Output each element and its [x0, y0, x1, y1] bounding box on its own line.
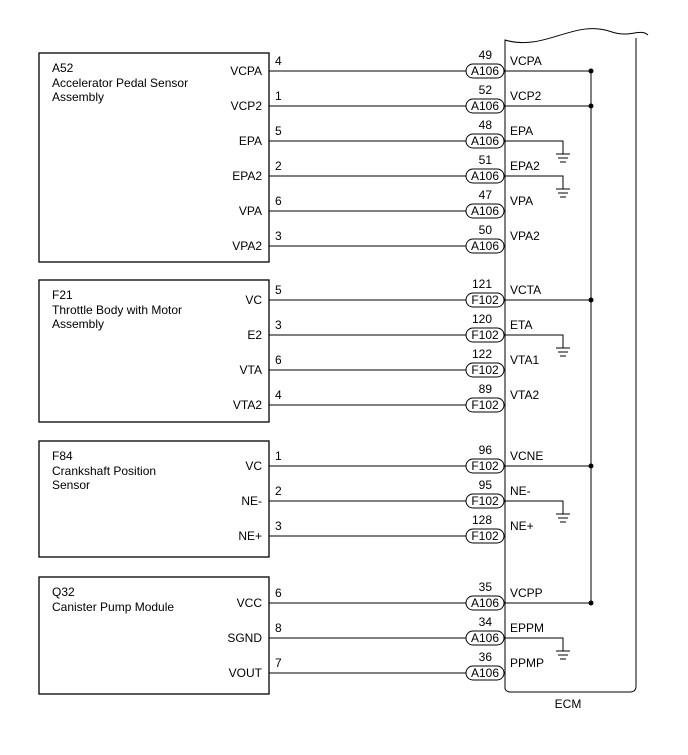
junction-dot — [589, 298, 594, 303]
component-pin-label: VC — [245, 459, 262, 473]
component-pin-label: VCP2 — [230, 99, 262, 113]
ecm-terminal-label: EPPM — [510, 621, 545, 635]
component-pin-number: 2 — [275, 484, 282, 498]
connector-code: F102 — [471, 363, 499, 377]
ecm-pin-number: 48 — [478, 118, 492, 132]
component-pin-number: 3 — [275, 318, 282, 332]
connector-code: F102 — [471, 494, 499, 508]
ecm-terminal-label: NE- — [510, 484, 531, 498]
component-pin-label: VPA — [238, 204, 262, 218]
connector-code: F102 — [471, 398, 499, 412]
component-pin-label: NE+ — [238, 529, 262, 543]
connector-code: A106 — [470, 666, 500, 680]
component-pin-number: 3 — [275, 519, 282, 533]
connector-code: A106 — [470, 169, 500, 183]
component-pin-number: 6 — [275, 586, 282, 600]
connector-code: F102 — [471, 459, 499, 473]
connector-code: A106 — [470, 204, 500, 218]
ground-wire — [504, 501, 563, 514]
ecm-pin-number: 89 — [478, 382, 492, 396]
connector-code: A106 — [470, 631, 500, 645]
ecm-terminal-label: VCPA — [510, 54, 542, 68]
component-pin-number: 5 — [275, 124, 282, 138]
connector-code: F102 — [471, 328, 499, 342]
ground-wire — [504, 335, 563, 348]
ecm-terminal-label: ETA — [510, 318, 533, 332]
ecm-terminal-label: VCNE — [510, 449, 544, 463]
component-code: F84 — [52, 449, 73, 463]
component-pin-number: 3 — [275, 229, 282, 243]
component-pin-number: 1 — [275, 449, 282, 463]
ecm-pin-number: 52 — [478, 83, 492, 97]
ecm-terminal-label: VCTA — [510, 283, 542, 297]
component-pin-label: VPA2 — [232, 239, 262, 253]
junction-dot — [589, 69, 594, 74]
connector-code: F102 — [471, 529, 499, 543]
component-pin-label: VOUT — [228, 666, 262, 680]
component-pin-label: EPA — [238, 134, 262, 148]
ecm-terminal-label: VTA1 — [510, 353, 540, 367]
component-name: Accelerator Pedal Sensor — [52, 76, 189, 90]
component-name: Canister Pump Module — [52, 600, 175, 614]
component-pin-label: VCPA — [230, 64, 262, 78]
component-pin-number: 4 — [275, 388, 282, 402]
connector-code: F102 — [471, 293, 499, 307]
junction-dot — [589, 464, 594, 469]
junction-dot — [589, 104, 594, 109]
component-pin-number: 2 — [275, 159, 282, 173]
ground-wire — [504, 176, 563, 189]
ecm-pin-number: 47 — [478, 188, 492, 202]
component-pin-label: SGND — [227, 631, 262, 645]
ecm-label: ECM — [554, 697, 582, 711]
ecm-terminal-label: VPA2 — [510, 229, 540, 243]
component-code: Q32 — [52, 585, 75, 599]
component-pin-number: 4 — [275, 54, 282, 68]
ecm-terminal-label: PPMP — [510, 656, 545, 670]
component-pin-label: VTA2 — [232, 398, 262, 412]
ecm-terminal-label: VCP2 — [510, 89, 542, 103]
component-pin-label: VTA — [239, 363, 262, 377]
connector-code: A106 — [470, 239, 500, 253]
ecm-terminal-label: NE+ — [510, 519, 534, 533]
ecm-pin-number: 49 — [478, 48, 492, 62]
component-pin-number: 6 — [275, 194, 282, 208]
component-pin-label: E2 — [247, 328, 262, 342]
ecm-terminal-label: VPA — [510, 194, 534, 208]
ecm-pin-number: 50 — [478, 223, 492, 237]
ecm-pin-number: 122 — [471, 347, 492, 361]
component-pin-label: NE- — [241, 494, 262, 508]
ecm-pin-number: 95 — [478, 478, 492, 492]
junction-dot — [589, 601, 594, 606]
ecm-terminal-label: EPA — [510, 124, 534, 138]
component-pin-number: 7 — [275, 656, 282, 670]
connector-code: A106 — [470, 99, 500, 113]
ecm-pin-number: 121 — [471, 277, 492, 291]
component-pin-number: 5 — [275, 283, 282, 297]
component-code: A52 — [52, 61, 74, 75]
component-name: Sensor — [52, 478, 91, 492]
ecm-pin-number: 51 — [478, 153, 492, 167]
component-name: Assembly — [52, 317, 105, 331]
connector-code: A106 — [470, 64, 500, 78]
component-name: Throttle Body with Motor — [52, 303, 183, 317]
connector-code: A106 — [470, 596, 500, 610]
component-name: Assembly — [52, 90, 105, 104]
component-pin-number: 8 — [275, 621, 282, 635]
component-name: Crankshaft Position — [52, 464, 157, 478]
ground-wire — [504, 638, 563, 651]
component-pin-number: 1 — [275, 89, 282, 103]
ecm-pin-number: 34 — [478, 615, 492, 629]
component-pin-number: 6 — [275, 353, 282, 367]
component-pin-label: VC — [245, 293, 262, 307]
ecm-terminal-label: VCPP — [510, 586, 543, 600]
component-box — [39, 441, 269, 557]
ecm-terminal-label: VTA2 — [510, 388, 540, 402]
component-pin-label: EPA2 — [232, 169, 262, 183]
component-pin-label: VCC — [236, 596, 262, 610]
connector-code: A106 — [470, 134, 500, 148]
component-code: F21 — [52, 288, 73, 302]
ecm-terminal-label: EPA2 — [510, 159, 540, 173]
ecm-pin-number: 36 — [478, 650, 492, 664]
ecm-pin-number: 96 — [478, 443, 492, 457]
ecm-pin-number: 120 — [471, 312, 492, 326]
ecm-pin-number: 128 — [471, 513, 492, 527]
ground-wire — [504, 141, 563, 154]
ecm-pin-number: 35 — [478, 580, 492, 594]
